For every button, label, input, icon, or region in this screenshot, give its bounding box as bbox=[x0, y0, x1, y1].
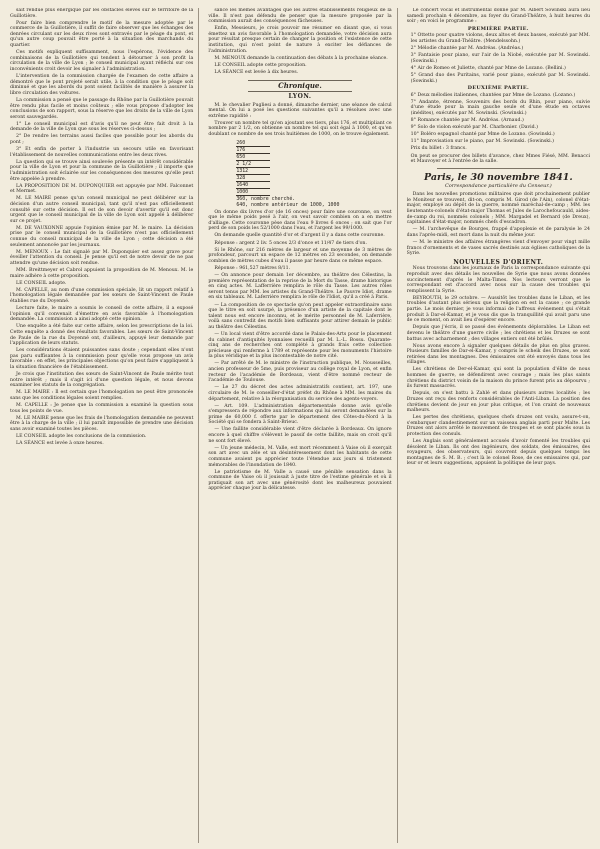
chronique-paragraph: Si le Rhône, sur 216 mètres de largeur et une moyenne de 3 mètres de profondeur, parcourt un espace de 12 mètres en 23 secondes, on demande combien de mètres cubes d'eau il passe par heure dans ce même espace. bbox=[208, 247, 392, 264]
article-paragraph: LE CONSEIL adopte les conclusions de la commission. bbox=[16, 434, 147, 440]
divider bbox=[437, 168, 560, 169]
calc-note: 640, nombre antérieur de 1000, 1000 bbox=[236, 201, 340, 208]
program-part-2-title: DEUXIÈME PARTIE. bbox=[467, 85, 530, 92]
concert-intro: Le concert vocal et instrumental donné par M. Albert Sowinski aura lieu samedi prochain 4 décembre, au foyer du Grand-Théâtre, à huit heures du soir ; en voici le programme : bbox=[406, 8, 590, 25]
article-paragraph: 3° Et enfin de porter à l'industrie un secours utile en favorisant l'établissement de nouvelles communications entre les deux rives. bbox=[10, 147, 194, 158]
orient-paragraph: Nous avons encore à signaler quelques détails de plus en plus graves. Plusieurs familles de Dar-el-Kamar, y compris le scheik des Druzes, se sont retirées dans les montagnes. Des émissaires ont été envoyés dans tous les villages. bbox=[406, 343, 590, 366]
program-item: 5° Grand duo des Puritains, varié pour piano, exécuté par M. Sowinski. (Sowinski.) bbox=[410, 72, 590, 84]
article-paragraph: 2° De rendre les terrains aussi faciles que possible pour les abords du pont ; bbox=[10, 134, 194, 146]
article-paragraph: M. LE MAIRE pense que les frais de l'homologation demandée ne peuvent être à la charge de la ville ; il lui paraît impossible de prendre une décision sans avoir examiné toutes les pièces. bbox=[10, 415, 194, 432]
article-paragraph: MM. Breittmeyer et Cabrol appuient la proposition de M. Menoux. M. le maire adhère à cette proposition. bbox=[10, 268, 194, 279]
chronique-paragraph: Réponse : 961,527 mètres 8/11. bbox=[214, 265, 291, 271]
chronique-paragraph: — Un jeune médecin, M. Valle, est mort récemment à Vaise où il exerçait son art avec un zèle et un désintéressement dont les habitants de cette commune avaient pu apprécier toute l'étendue aux jours si tristement mémorables de l'inondation de 1840. bbox=[208, 445, 392, 468]
news-paragraph: Dans les nouvelles promotions militaires que doit prochainement publier le Moniteur se trouvent, dit-on, compris M. Girod (de l'Ain), colonel d'état-major, employé au dépôt de la guerre, nommé maréchal-de-camp ; MM. les lieutenants-colonels d'état-major Thomas et Jules de Larochefoucauld, aides-de-camp du roi, nommés colonels ; MM. Margadel et Bernard (de Dreux), capitaines d'état-major, nommés chefs d'escadron. bbox=[406, 192, 590, 226]
program-item: 8° Romance chantée par M. Andréas. (Arnaud.) bbox=[410, 118, 524, 124]
calc-line: 328 bbox=[236, 175, 270, 182]
chronique-paragraph: — Une faillite considérable vient d'être déclarée à Bordeaux. On ignore encore à quel chiffre s'élèvent le passif de cette faillite, mais on croit qu'il ne sont fort élevé. bbox=[208, 427, 392, 444]
column-3 bbox=[407, 8, 590, 843]
calc-note: 360, nombre cherché. bbox=[236, 195, 296, 202]
program-item: On peut se procurer des billets d'avance, chez Mmes Fiésé, MM. Benacci et Mauvoyer et à l'entrée de la salle. bbox=[410, 153, 590, 165]
column-1 bbox=[10, 8, 199, 843]
calc-line: 1312 bbox=[236, 168, 270, 175]
program-item: 1° Ottetto pour quatre violons, deux altos et deux basses, exécuté par MM. les artistes du Grand-Théâtre. (Mendelssohn.) bbox=[410, 33, 590, 44]
chronique-paragraph: — Art. 109. L'administration départementale donne avis qu'elle s'empressera de répondre aux informations qui lui seront demandées sur la prime de 60,000 f. offerte par le département des Côtes-du-Nord à la Société qui se fondera à Saint-Brieuc. bbox=[208, 403, 392, 426]
article-paragraph: Pour faire bien comprendre le motif de la mesure adoptée par le commerce de la Guillotière, il suffit de faire observer que les échanges des denrées circulant sur les deux rives sont entravés par le péage du pont, et qu'un autre coup pouvait être porté à la situation des marchands du quartier. bbox=[10, 20, 194, 49]
chronique-paragraph: — Un local vient d'être accordé dans le Palais-des-Arts pour le placement du cabinet d'antiquités lyonnaises recueilli par M. L.-L. Bossu. Quarante-cinq ans de recherches ont complété à grands frais cette collection précieuse qui renferme à 1789 et représente pour les monuments l'histoire la plus véridique et la plus incontestable de notre cité. bbox=[208, 331, 392, 360]
article-paragraph: Une enquête a été faite sur cette affaire, selon les prescriptions de la loi. Cette enquête a donné des résultats favorables. Les sœurs de Saint-Vincent de Paule de la rue du Doyenné ont, d'ailleurs, appuyé leur demande par l'application de leurs statuts. bbox=[10, 324, 194, 347]
article-paragraph: L'intervention de la commission chargée de l'examen de cette affaire a démontré que le pont projeté serait utile, à la condition que le péage soit diminué et que les abords du pont soient facilités de manière à assurer la libre circulation des voitures. bbox=[10, 74, 194, 96]
orient-paragraph: Les pertes des chrétiens, quelques chefs druzes ont voulu, assure-t-on, s'embarquer clandestinement sur un vaisseau anglais parti pour Malte. Les Druzes ont alors arrêté le mouvement de troupes et se sont placés sous la protection des consuls. bbox=[406, 415, 590, 437]
article-paragraph: LA SÉANCE est levée à dix heures. bbox=[214, 69, 299, 75]
chronique-paragraph: — On annonce pour demain 1er décembre, au théâtre des Célestins, la première représentation de la reprise de la Mort du Tasse, drame historique en cinq actes. M. Lafferrière remplira le rôle du Tasse. Les autres rôles seront tenus par MM. les artistes du Grand-Théâtre. Le Pauvre Idiot, drame en six tableaux. M. Laferrière remplira le rôle de l'Idiot, qu'il a créé à Paris. bbox=[208, 273, 392, 301]
chronique-paragraph: — Le 27 du décret des actes administratifs contient, art. 197, une circulaire de M. le conseiller-d'état préfet du Rhône à MM. les maires du département, relative à la réorganisation du service des agents-voyers. bbox=[208, 385, 392, 402]
chronique-heading bbox=[208, 80, 391, 92]
heading-rule-top bbox=[248, 80, 351, 81]
article-paragraph: LA SÉANCE est levée à onze heures. bbox=[16, 441, 104, 447]
program-item: 9° Solo de violon exécuté par M. Charbonier. (David.) bbox=[410, 125, 538, 131]
article-paragraph: La commission a pensé que le passage du Rhône par la Guillotière pouvait être rendu plus facile et moins coûteux ; elle vous propose d'adopter les conclusions de son rapport, sous la réserve que les droits de la ville de Lyon seront sauvegardés. bbox=[10, 97, 194, 120]
paris-dateline: Paris, le 30 novembre 1841. bbox=[423, 172, 573, 184]
article-paragraph: Enfin, Messieurs, je crois pouvoir me résumer en disant que, si vous émettez un avis favorable à l'homologation demandée, votre décision aura pour résultat presque certain de changer la position et l'existence de cette institution, qui n'est point de nature à exciter les défiances de l'administration. bbox=[208, 26, 392, 54]
orient-paragraph: Nous trouvons dans les journaux de Paris la correspondance suivante qui reproduit avec des détails les nouvelles de Syrie que nous avons données succinctement d'après le Malta-Times. Nos lecteurs verront que le correspondant est d'accord avec nous sur la cause des troubles qui remplissent la Syrie. bbox=[406, 266, 590, 294]
chronique-paragraph: — Par arrêté de M. le ministre de l'instruction publique, M. Nousseilles, ancien professeur de 5me, puis proviseur au collège royal de Lyon, et enfin recteur de l'académie de Bordeaux, vient d'être nommé recteur de l'académie de Toulouse. bbox=[208, 361, 392, 384]
article-paragraph: sait rendue plus énergique par les obstacles élevés sur le territoire de la Guillotière. bbox=[10, 8, 194, 19]
article-paragraph: M. LE MAIRE pense qu'un conseil municipal ne peut délibérer sur la décision d'un autre conseil municipal, tant qu'il n'est pas officiellement consulté sur cette décision. Il est de son devoir d'avertir qu'il est donc urgent que le conseil municipal de la ville de Lyon soit appelé à délibérer sur ce projet. bbox=[10, 196, 194, 224]
chronique-title: Chronique. bbox=[278, 81, 322, 91]
column-2 bbox=[208, 8, 397, 843]
article-paragraph: 1° Le conseil municipal est d'avis qu'il ne peut être fait droit à la demande de la ville de Lyon que sous les réserves ci-dessus ; bbox=[10, 121, 194, 133]
news-paragraph: — M. l'archevêque de Bourges, frappé d'apoplexie et de paralysie le 24 dans l'après-midi, est mort dans la nuit du même jour. bbox=[406, 227, 590, 238]
program-item: 6° Deux mélodies italiennes, chantées par Mme de Lozano. (Lozano.) bbox=[410, 92, 576, 98]
orient-paragraph: Les Anglais sont généralement accusés d'avoir fomenté les troubles qui désolent le Liban. Ils ont des ingénieurs, des soldats, des émissaires, des voyageurs, des observateurs, qui couvrent depuis quelques temps les montagnes de S. M. B. ; c'est là le colonel Rose, de ces emissaires qui, par leur or et leurs suggestions, appuient la politique de leur pays. bbox=[406, 439, 590, 467]
chronique-paragraph: Trouver un nombre tel qu'en ajoutant ses tiers, plus 176, et multipliant ce nombre par 2 1/2, on obtienne un nombre tel qui soit égal à 1000, et qu'en doublant ce nombre de ses trois huitièmes de 1000, on le trouve également. bbox=[208, 120, 392, 137]
program-item: 7° Andante, étrenne, Souvenirs des bords du Rhin, pour piano, suivie d'une étude pour la main gauche seule et d'une étude en octaves (inédites), exécutés par M. Sowinski. (Sowinski.) bbox=[410, 99, 590, 116]
article-paragraph: LE CONSEIL adopte cette proposition. bbox=[214, 62, 307, 68]
city-heading: LYON. bbox=[288, 92, 312, 100]
article-paragraph: Les considérations étaient puissantes sans doute ; cependant elles n'ont pas paru suffisantes à la commission pour qu'elle vous propose un avis favorable : en effet, les principales objections qu'on peut faire s'appliquent à la situation financière de l'établissement. bbox=[10, 348, 194, 371]
orient-paragraph: Les chrétiens de Der-el-Kamar, qui sont la population d'élite de nous hommes de guerre, se défendirent avec courage ; mais les plus saints chrétiens du district voisin de la maison du prince furent pris au dépourvu ; ils furent massacrés. bbox=[406, 367, 590, 390]
correspondence-note: Correspondance particulière du Censeur.) bbox=[444, 183, 552, 190]
article-paragraph: LA PROPOSITION DE M. DUPONQUIER est appuyée par MM. Falconnet et Mermet. bbox=[10, 183, 194, 195]
chronique-paragraph: — La composition de ce spectacle qu'on peut appeler extraordinaire sans que le titre en soit usurpé, la présence d'un artiste de la capitale dont le talent nous est encore inconnu, et le mérite personnel de M. Laferrière, voilà sans contredit des motifs bien suffisants pour attirer demain le public au théâtre des Célestins. bbox=[208, 302, 392, 330]
chronique-paragraph: On donne dix livres d'or (de 16 onces) pour faire une couronne, on veut que le même poids pesé à l'air, on veut savoir combien on a en mettre d'alliage. Cette couronne pèse dans l'eau 9 livres 6 onces ; on sait que l'or perd de son poids les 52/1000 dans l'eau, et l'argent les 99/1000. bbox=[208, 209, 392, 232]
chronique-paragraph: M. le chevalier Pugliesi a donné, dimanche dernier, une séance de calcul mental. On lui a posé les questions suivantes qu'il a résolues avec une extrême rapidité : bbox=[208, 102, 392, 119]
orient-paragraph: Depuis, on s'est battu à Zahlé et dans plusieurs autres localités ; les Druzes ont reçu des renforts considérables de l'Anti-Liban. La position des chrétiens devient de jour en jour plus critique, et l'on craint de nouveaux malheurs. bbox=[406, 391, 590, 414]
calc-line: 2 1/2 bbox=[236, 161, 270, 168]
article-paragraph: M. DE VAUXONNE appuie l'opinion émise par M. le maire. La décision prise par le conseil municipal de la Guillotière n'est pas officiellement connue du conseil municipal de la ville de Lyon ; cette décision a été seulement annoncée par les journaux. bbox=[10, 225, 194, 248]
calc-line: 1000 bbox=[236, 189, 270, 196]
article-paragraph: M. MENOUX demande la continuation des débats à la prochaine séance. bbox=[214, 55, 388, 61]
calc-line: 1640 bbox=[236, 182, 270, 189]
calc-line: 176 bbox=[236, 147, 270, 154]
orient-paragraph: Depuis que j'écris, il se passé des événements déplorables. Le Liban est devenu le théâtre d'une guerre civile ; les chrétiens et les Druzes se sont battus avec acharnement ; des villages entiers ont été brûlés. bbox=[406, 325, 590, 342]
chronique-paragraph: On demande quelle quantité d'or et d'argent il y a dans cette couronne. bbox=[214, 233, 385, 239]
article-paragraph: Ces motifs expliquent suffisamment, nous l'espérons, l'évidence des combinaisons de la Guillotière qui tendent à détourner à son profit la circulation de la ville de Lyon ; le conseil municipal ayant réfléchi sur ces inconvénients croit devoir les signaler à l'administration. bbox=[10, 50, 194, 72]
news-paragraph: — M. le ministre des affaires étrangères vient d'envoyer pour vingt mille francs d'ornements et de vases sacrés destinés aux églises catholiques de la Syrie. bbox=[406, 240, 590, 257]
orient-news-heading: NOUVELLES D'ORIENT. bbox=[453, 258, 544, 266]
program-item: 2° Mélodie chantée par M. Andréas. (Andréas.) bbox=[410, 46, 524, 52]
columns bbox=[10, 8, 590, 843]
orient-paragraph: BEYROUTH, le 29 octobre. — Aussitôt les troubles dans le Liban, et les troubles d'autant plus sérieux que la religion en est la cause ; ce grande partie. Le mois dernier, je vous informai de l'affreux événement qui s'était produit à Dar-el-Kamar, et je vous dis que la tranquillité qui avait paru une de ce moment, on avait lieu d'espérer encore. bbox=[406, 295, 590, 324]
calc-line: 650 bbox=[236, 154, 270, 161]
article-paragraph: M. CAPELLE : Je pense que la commission a examiné la question sous tous les points de vue. bbox=[10, 403, 194, 414]
program-item: 10° Boléro espagnol chanté par Mme de Lozano. (Sowinski.) bbox=[410, 132, 555, 138]
article-paragraph: M. MENOUX : Le fait signalé par M. Duponquier est assez grave pour éveiller l'attention du conseil. Je pense qu'il est de notre devoir de ne pas attendre qu'une décision soit rendue. bbox=[10, 249, 194, 266]
program-item: 3° Fantaisie pour piano, sur l'air de la Niobé, exécutée par M. Sowinski. (Sowinski.) bbox=[410, 53, 590, 64]
article-paragraph: Je crois que l'institution des sœurs de Saint-Vincent de Paule mérite tout notre intérêt ; mais il s'agit ici d'une question légale, et nous devons examiner les statuts de la congrégation. bbox=[10, 372, 194, 389]
program-part-1-title: PREMIÈRE PARTIE. bbox=[467, 25, 529, 32]
heading-rule-bottom bbox=[248, 91, 351, 92]
article-paragraph: Lecture faite, le maire a soumis le conseil de cette affaire, il a exposé l'opinion qu'il convenait d'émettre en avis favorable à l'homologation demandée. La commission a ainsi adopté cette opinion. bbox=[10, 306, 194, 323]
calc-line: 260 bbox=[236, 140, 270, 147]
article-paragraph: M. CAPELLE, au nom d'une commission spéciale, lit un rapport relatif à l'homologation légale demandée par les sœurs de Saint-Vincent de Paule établies rue du Doyenné. bbox=[10, 287, 194, 304]
article-paragraph: sance les mêmes avantages que les autres établissements religieux de la ville. Il n'est pas défendu de penser que la mesure proposée par la commission aurait des conséquences fâcheuses. bbox=[208, 8, 392, 25]
program-item: 11° Improvisation sur le piano, par M. Sowinski. (Sowinski.) bbox=[410, 139, 554, 145]
calculation-block bbox=[236, 140, 391, 208]
program-item: Prix du billet : 3 francs. bbox=[410, 146, 467, 152]
program-item: 4° Air de Romeo et Juliette, chanté par Mme de Lozano. (Bellini.) bbox=[410, 65, 566, 71]
article-paragraph: M. LE MAIRE : Il est certain que l'homologation ne peut être prononcée sans que les conditions légales soient remplies. bbox=[10, 390, 194, 401]
article-paragraph: LE CONSEIL adopte. bbox=[16, 280, 67, 286]
chronique-paragraph: Le patriotisme de M. Valle a causé une pénible sensation dans la commune de Vaise où il jouissait à juste titre de l'estime générale et où il pratiquait son art avec une générosité dont les malheureux pouvaient apprécier chaque jour la délicatesse. bbox=[208, 469, 392, 492]
article-paragraph: La question qui se trouve ainsi soulevée présente un intérêt considérable pour la ville de Lyon et pour la commune de la Guillotière ; il importe que l'administration soit éclairée sur les conséquences des mesures qu'elle peut être appelée à prendre. bbox=[10, 159, 194, 182]
chronique-paragraph: Réponse : argent 2 liv. 5 onces 2/3 d'once et 11/47 de tiers d'on. bbox=[214, 240, 367, 246]
